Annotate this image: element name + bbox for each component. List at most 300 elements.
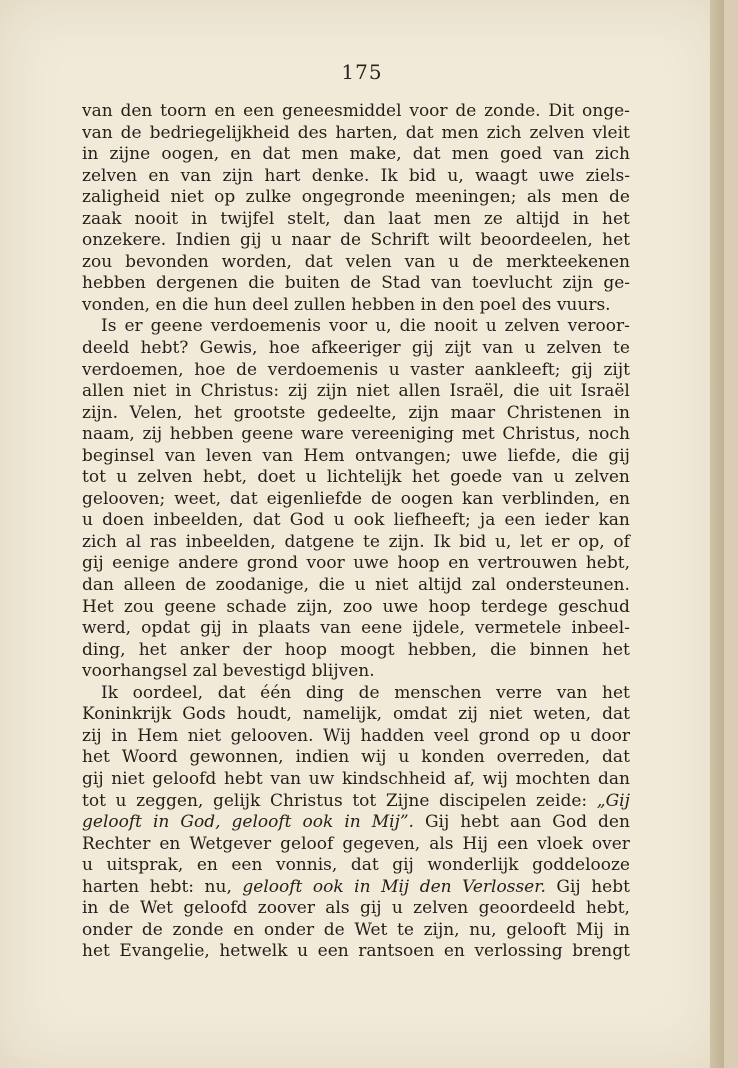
- word: dan: [597, 768, 630, 789]
- word: men: [561, 187, 599, 208]
- word: tot: [82, 790, 106, 811]
- word: inbeel-: [571, 618, 630, 639]
- word: moogt: [340, 639, 395, 660]
- word: nooit: [134, 208, 179, 229]
- word: zou: [82, 251, 113, 272]
- word: vermetele: [474, 618, 562, 639]
- word: Israël,: [449, 381, 505, 402]
- word: de: [340, 230, 362, 251]
- word: onge-: [582, 101, 630, 121]
- word: u: [305, 467, 317, 488]
- word: gelooven;: [82, 488, 166, 509]
- word: Christus,: [502, 424, 581, 445]
- word: liefde,: [507, 445, 562, 466]
- word: van: [404, 251, 436, 272]
- word: inbeelden,: [185, 531, 276, 552]
- word: van: [180, 165, 212, 186]
- word: zijn,: [423, 919, 460, 940]
- word: Mij”.: [371, 812, 414, 833]
- text-line: [82, 747, 630, 769]
- word: hebben: [82, 273, 146, 294]
- word: de: [358, 682, 380, 703]
- text-line: [82, 123, 630, 145]
- text-line: [82, 489, 630, 511]
- word: zonde.: [484, 101, 541, 121]
- word: vertrouwen: [477, 553, 578, 574]
- word: u: [82, 510, 93, 531]
- word: ras: [149, 531, 177, 552]
- word: ge-: [603, 273, 630, 294]
- word: velen: [345, 251, 392, 272]
- word: van: [82, 101, 113, 121]
- word: door: [590, 725, 630, 746]
- word: ook: [312, 876, 344, 897]
- word: er: [124, 316, 143, 337]
- word: stelt,: [287, 208, 331, 229]
- word: nu,: [469, 919, 497, 940]
- word: hoe: [194, 359, 226, 380]
- text-line: [82, 575, 630, 597]
- word: niet: [111, 768, 145, 789]
- word: dat: [229, 488, 258, 509]
- word: oogen,: [161, 144, 220, 165]
- word: niet: [488, 704, 523, 725]
- word: vloek: [537, 833, 583, 854]
- word: die: [490, 639, 517, 660]
- word: God: [289, 510, 325, 531]
- word: in: [82, 898, 99, 919]
- word: hetwelk: [219, 941, 288, 962]
- word: het: [411, 467, 440, 488]
- word: van: [556, 682, 588, 703]
- word: zijne: [109, 144, 151, 165]
- word: zich: [82, 531, 117, 552]
- word: Wet: [354, 919, 388, 940]
- word: hebt: [460, 812, 500, 833]
- text-line: [82, 683, 630, 705]
- word: geoordeeld: [478, 898, 576, 919]
- word: gij: [411, 338, 434, 359]
- word: als: [429, 833, 454, 854]
- word: kan: [462, 488, 494, 509]
- word: brengt: [572, 941, 630, 962]
- text-line: [82, 338, 630, 360]
- text-line: [82, 726, 630, 748]
- word: dat: [602, 704, 630, 725]
- word: verblinden,: [502, 488, 601, 509]
- word: hoop: [397, 553, 440, 574]
- word: Christenen: [506, 402, 602, 423]
- word: van: [482, 338, 514, 359]
- word: zeggen,: [136, 790, 204, 811]
- word: Het: [82, 596, 114, 617]
- word: of: [613, 531, 630, 552]
- word: gij: [200, 618, 222, 639]
- word: de: [608, 187, 630, 208]
- word: in: [420, 294, 437, 315]
- word: den: [442, 294, 475, 315]
- word: den: [120, 101, 153, 121]
- word: Hem: [137, 725, 179, 746]
- word: het: [138, 639, 167, 660]
- word: zijn: [222, 165, 254, 186]
- word: en: [148, 165, 170, 186]
- word: bevonden: [125, 251, 209, 272]
- word: Wetgever: [189, 833, 272, 854]
- word: wilt: [438, 230, 471, 251]
- word: te: [397, 919, 414, 940]
- word: een: [231, 855, 263, 876]
- word: af,: [453, 768, 475, 789]
- word: lichtelijk: [326, 467, 402, 488]
- word: uwe: [382, 596, 419, 617]
- word: Gods: [182, 704, 226, 725]
- word: geene: [241, 424, 294, 445]
- word: u: [448, 251, 460, 272]
- text-line: [82, 704, 630, 726]
- word: u,: [495, 531, 512, 552]
- word: gelooft: [506, 919, 567, 940]
- word: de: [323, 919, 345, 940]
- text-line: [82, 661, 630, 683]
- text-line: [82, 769, 630, 791]
- word: altijd: [515, 208, 560, 229]
- word: u: [297, 941, 309, 962]
- text-line: [82, 640, 630, 662]
- word: Gewis,: [199, 338, 258, 359]
- word: zijt: [444, 338, 472, 359]
- word: van: [270, 768, 302, 789]
- word: zoover: [257, 898, 315, 919]
- word: tot: [82, 467, 106, 488]
- word: het: [193, 402, 222, 423]
- word: de: [141, 919, 163, 940]
- word: gelijk: [212, 790, 261, 811]
- word: het: [602, 208, 630, 229]
- word: u: [398, 747, 410, 768]
- word: de: [108, 898, 130, 919]
- text-line: [82, 791, 630, 813]
- word: eenige: [112, 553, 170, 574]
- word: u: [391, 898, 403, 919]
- word: niet: [133, 381, 167, 402]
- word: zelven: [82, 165, 138, 186]
- word: als: [526, 187, 552, 208]
- text-line: [82, 553, 630, 575]
- word: gelooven.: [230, 725, 314, 746]
- word: zelven: [529, 122, 585, 143]
- word: een: [317, 941, 349, 962]
- word: in: [613, 919, 630, 940]
- word: op: [539, 725, 561, 746]
- text-line: [82, 252, 630, 274]
- word: in: [572, 208, 590, 229]
- word: de: [472, 251, 494, 272]
- word: dat: [217, 682, 246, 703]
- word: zal: [471, 575, 497, 596]
- word: goddelooze: [532, 855, 630, 876]
- word: schade: [226, 596, 287, 617]
- word: eigenliefde: [266, 488, 363, 509]
- word: zeide:: [536, 790, 588, 811]
- word: al: [125, 531, 142, 552]
- word: werd,: [82, 618, 132, 639]
- word: uwe: [353, 553, 389, 574]
- word: van: [553, 144, 584, 165]
- word: kan: [598, 510, 630, 531]
- word: weet,: [174, 488, 221, 509]
- word: beoordeelen,: [480, 230, 593, 251]
- word: „Gij: [596, 790, 630, 811]
- word: men: [451, 144, 489, 165]
- word: verre: [496, 682, 543, 703]
- word: hebt,: [585, 898, 630, 919]
- word: oogen: [400, 488, 454, 509]
- word: verdoemen,: [82, 359, 184, 380]
- word: te: [613, 338, 630, 359]
- word: zou: [123, 596, 155, 617]
- word: zoodanige,: [215, 575, 309, 596]
- word: konden: [421, 747, 485, 768]
- text-line: [82, 381, 630, 403]
- word: gelooft: [231, 812, 292, 833]
- word: onder: [263, 919, 315, 940]
- word: ontvangen;: [354, 445, 452, 466]
- word: God,: [180, 812, 221, 833]
- word: veroor-: [567, 316, 630, 337]
- word: zich: [486, 122, 522, 143]
- body-text: [82, 101, 630, 963]
- word: Hij: [462, 833, 489, 854]
- word: het: [602, 639, 630, 660]
- word: binnen: [529, 639, 589, 660]
- word: voor: [409, 101, 448, 121]
- word: uitsprak,: [106, 855, 184, 876]
- word: Stad: [381, 273, 421, 294]
- word: goed: [500, 144, 543, 165]
- word: u: [82, 855, 93, 876]
- word: in: [344, 812, 361, 833]
- word: en: [230, 144, 252, 165]
- word: plaats: [258, 618, 311, 639]
- word: inbeelden,: [153, 510, 244, 531]
- word: niet: [170, 187, 204, 208]
- word: een: [243, 101, 275, 121]
- word: uwe: [538, 165, 575, 186]
- word: naam,: [82, 424, 135, 445]
- word: zulke: [245, 187, 292, 208]
- text-line: [82, 403, 630, 425]
- word: geloofd: [152, 768, 217, 789]
- word: toorn: [160, 101, 207, 121]
- word: deel: [252, 294, 289, 315]
- word: in: [175, 381, 192, 402]
- word: Woord: [121, 747, 178, 768]
- word: dergenen: [156, 273, 238, 294]
- word: den: [598, 812, 630, 833]
- word: deeld: [82, 338, 130, 359]
- word: Christus: [269, 790, 343, 811]
- word: hebben,: [407, 639, 477, 660]
- word: en: [443, 941, 465, 962]
- word: zijn: [562, 273, 594, 294]
- word: de: [455, 101, 477, 121]
- word: zaak: [82, 208, 122, 229]
- word: worden,: [221, 251, 292, 272]
- word: beginsel: [82, 445, 155, 466]
- word: dan: [82, 575, 114, 596]
- word: zij: [82, 725, 102, 746]
- word: die: [571, 445, 598, 466]
- text-line: [82, 187, 630, 209]
- text-line: [82, 360, 630, 382]
- word: hebben: [351, 294, 416, 315]
- word: vonden,: [82, 294, 151, 315]
- word: Israël: [580, 381, 630, 402]
- word: uw: [308, 768, 335, 789]
- word: harten: [82, 876, 140, 897]
- word: het: [82, 941, 110, 962]
- text-line: [82, 812, 630, 834]
- word: op,: [578, 531, 605, 552]
- text-line: [82, 316, 630, 338]
- word: anker: [179, 639, 230, 660]
- word: namelijk,: [302, 704, 383, 725]
- word: Christus:: [200, 381, 280, 402]
- word: u: [485, 316, 497, 337]
- word: het: [82, 747, 110, 768]
- word: noch: [588, 424, 630, 445]
- text-line: [82, 230, 630, 252]
- word: op: [214, 187, 236, 208]
- word: hoop: [284, 639, 328, 660]
- word: geneesmiddel: [282, 101, 402, 121]
- word: van: [320, 618, 352, 639]
- word: u: [270, 230, 282, 251]
- word: de: [185, 575, 207, 596]
- word: terdege: [480, 596, 548, 617]
- word: denke.: [311, 165, 370, 186]
- word: omdat: [393, 704, 448, 725]
- word: zal: [192, 661, 218, 682]
- word: waagt: [474, 165, 528, 186]
- page-edge: [710, 0, 724, 1068]
- word: weten,: [533, 704, 592, 725]
- word: geene: [150, 316, 203, 337]
- word: van: [262, 445, 294, 466]
- word: goede: [450, 467, 503, 488]
- word: van: [82, 122, 113, 143]
- word: gij: [82, 768, 104, 789]
- word: zijn,: [296, 596, 333, 617]
- word: opdat: [141, 618, 191, 639]
- word: dat: [412, 144, 441, 165]
- word: in: [153, 812, 170, 833]
- word: Rechter: [82, 833, 151, 854]
- word: wij: [361, 747, 387, 768]
- word: poel: [479, 294, 517, 315]
- word: verdoemenis: [210, 316, 321, 337]
- word: rantsoen: [358, 941, 435, 962]
- word: merkteekenen: [506, 251, 630, 272]
- word: en: [155, 294, 177, 315]
- word: van: [430, 273, 462, 294]
- word: gij: [608, 445, 630, 466]
- word: wonderlijk: [427, 855, 519, 876]
- word: nu,: [204, 876, 232, 897]
- text-line: [82, 467, 630, 489]
- word: hebt?: [140, 338, 189, 359]
- word: met: [461, 424, 495, 445]
- word: u: [354, 575, 366, 596]
- word: en: [214, 101, 236, 121]
- word: tot: [352, 790, 377, 811]
- word: als: [325, 898, 350, 919]
- word: in: [354, 876, 371, 897]
- word: geene: [164, 596, 217, 617]
- word: uwe: [461, 445, 498, 466]
- word: ieder: [544, 510, 590, 531]
- word: zijn: [408, 402, 439, 423]
- word: Gij: [556, 876, 581, 897]
- word: vuurs.: [556, 294, 611, 315]
- text-line: [82, 273, 630, 295]
- word: een: [504, 510, 536, 531]
- word: Evangelie,: [119, 941, 210, 962]
- text-line: [82, 166, 630, 188]
- word: men: [301, 144, 339, 165]
- word: in: [82, 144, 99, 165]
- word: Hem: [303, 445, 345, 466]
- text-line: [82, 424, 630, 446]
- word: aan: [510, 812, 542, 833]
- word: vaster: [410, 359, 464, 380]
- word: gewonnen,: [189, 747, 284, 768]
- word: datgene: [284, 531, 355, 552]
- word: niet: [356, 381, 390, 402]
- word: zij: [288, 381, 308, 402]
- word: wij: [482, 768, 508, 789]
- word: let: [520, 531, 543, 552]
- word: ook: [353, 510, 385, 531]
- word: houdt,: [236, 704, 292, 725]
- word: nooit: [433, 316, 478, 337]
- word: en: [233, 919, 255, 940]
- word: zullen: [294, 294, 346, 315]
- word: in: [111, 725, 128, 746]
- word: overreden,: [496, 747, 591, 768]
- word: ongegronde: [301, 187, 405, 208]
- word: ijdele,: [412, 618, 465, 639]
- word: onzekere.: [82, 230, 167, 251]
- word: des: [521, 294, 552, 315]
- word: allen: [82, 381, 125, 402]
- word: hebt: [223, 768, 263, 789]
- word: zelven: [546, 338, 602, 359]
- word: kindschheid: [341, 768, 447, 789]
- word: geschud: [557, 596, 630, 617]
- word: doen: [102, 510, 145, 531]
- word: gij: [571, 359, 593, 380]
- word: die: [318, 575, 345, 596]
- word: u: [524, 338, 536, 359]
- word: gelooft: [82, 812, 142, 833]
- word: en: [159, 833, 181, 854]
- word: geloofd: [183, 898, 248, 919]
- word: buiten: [284, 273, 340, 294]
- word: dat: [262, 144, 291, 165]
- word: gij: [82, 553, 104, 574]
